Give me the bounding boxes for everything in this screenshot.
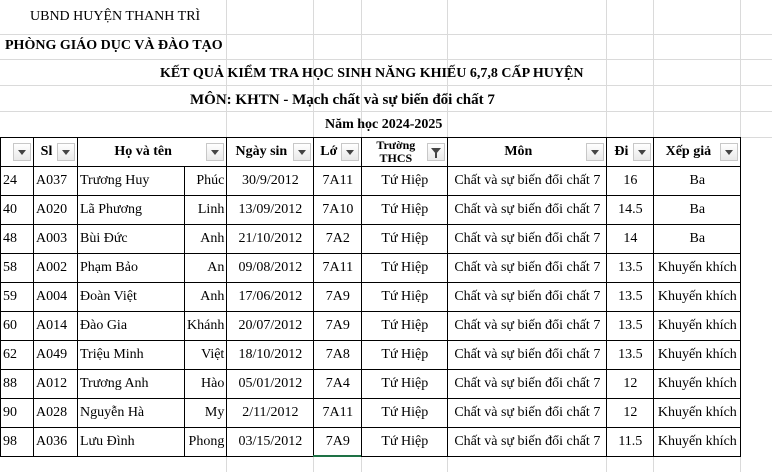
cell-ho[interactable]: Triệu Minh	[78, 341, 185, 370]
filter-dropdown-icon[interactable]	[293, 143, 311, 161]
filter-dropdown-icon[interactable]	[206, 143, 224, 161]
cell-sbd[interactable]: A036	[34, 428, 78, 457]
cell-ten[interactable]: Hào	[185, 370, 227, 399]
table-row	[1, 370, 741, 399]
cell-xg[interactable]: Khuyến khích	[654, 312, 741, 341]
cell-sbd[interactable]: A028	[34, 399, 78, 428]
cell-ns[interactable]: 30/9/2012	[227, 167, 314, 196]
cell-xg[interactable]: Khuyến khích	[654, 399, 741, 428]
results-table	[0, 137, 741, 457]
table-row	[1, 283, 741, 312]
cell-ho[interactable]: Đoàn Việt	[78, 283, 185, 312]
cell-ns[interactable]: 03/15/2012	[227, 428, 314, 457]
cell-ho[interactable]: Lưu Đình	[78, 428, 185, 457]
cell-lop[interactable]: 7A8	[314, 341, 362, 370]
cell-diem[interactable]: 16	[607, 167, 654, 196]
table-row	[1, 399, 741, 428]
cell-xg[interactable]: Ba	[654, 196, 741, 225]
cell-diem[interactable]: 14	[607, 225, 654, 254]
col-header-class[interactable]: Lớ	[314, 138, 362, 167]
cell-mon[interactable]: Chất và sự biến đổi chất 7	[448, 370, 607, 399]
filter-dropdown-icon[interactable]	[57, 143, 75, 161]
col-header-score[interactable]: Đi	[607, 138, 654, 167]
col-header-stt[interactable]	[1, 138, 34, 167]
cell-ho[interactable]: Bùi Đức	[78, 225, 185, 254]
cell-stt[interactable]: 98	[1, 428, 34, 457]
cell-stt[interactable]: 60	[1, 312, 34, 341]
table-row	[1, 341, 741, 370]
filter-active-icon[interactable]	[427, 143, 445, 161]
cell-ns[interactable]: 21/10/2012	[227, 225, 314, 254]
cell-ns[interactable]: 09/08/2012	[227, 254, 314, 283]
cell-sbd[interactable]: A020	[34, 196, 78, 225]
filter-dropdown-icon[interactable]	[341, 143, 359, 161]
cell-stt[interactable]: 40	[1, 196, 34, 225]
cell-lop[interactable]: 7A9	[314, 312, 362, 341]
filter-dropdown-icon[interactable]	[586, 143, 604, 161]
cell-ten[interactable]: Linh	[185, 196, 227, 225]
cell-mon[interactable]: Chất và sự biến đổi chất 7	[448, 341, 607, 370]
cell-diem[interactable]: 12	[607, 399, 654, 428]
cell-lop[interactable]: 7A2	[314, 225, 362, 254]
cell-ho[interactable]: Trương Anh	[78, 370, 185, 399]
cell-ho[interactable]: Trương Huy	[78, 167, 185, 196]
cell-xg[interactable]: Khuyến khích	[654, 341, 741, 370]
cell-truong[interactable]: Tứ Hiệp	[362, 283, 448, 312]
cell-mon[interactable]: Chất và sự biến đổi chất 7	[448, 225, 607, 254]
cell-lop[interactable]: 7A9	[314, 283, 362, 312]
col-header-name[interactable]: Họ và tên	[78, 138, 227, 167]
cell-ho[interactable]: Phạm Bảo	[78, 254, 185, 283]
cell-ns[interactable]: 17/06/2012	[227, 283, 314, 312]
table-row	[1, 428, 741, 457]
cell-xg[interactable]: Ba	[654, 225, 741, 254]
cell-truong[interactable]: Tứ Hiệp	[362, 225, 448, 254]
cell-diem[interactable]: 13.5	[607, 312, 654, 341]
table-row	[1, 225, 741, 254]
table-row	[1, 167, 741, 196]
cell-mon[interactable]: Chất và sự biến đổi chất 7	[448, 254, 607, 283]
col-header-dob[interactable]: Ngày sin	[227, 138, 314, 167]
cell-diem[interactable]: 13.5	[607, 254, 654, 283]
cell-ns[interactable]: 13/09/2012	[227, 196, 314, 225]
col-header-rank[interactable]: Xếp giả	[654, 138, 741, 167]
cell-xg[interactable]: Khuyến khích	[654, 254, 741, 283]
cell-lop[interactable]: 7A11	[314, 399, 362, 428]
cell-mon[interactable]: Chất và sự biến đổi chất 7	[448, 167, 607, 196]
cell-sbd[interactable]: A004	[34, 283, 78, 312]
cell-diem[interactable]: 12	[607, 370, 654, 399]
cell-lop[interactable]: 7A10	[314, 196, 362, 225]
cell-stt[interactable]: 59	[1, 283, 34, 312]
school-year: Năm học 2024-2025	[325, 117, 443, 132]
cell-ten[interactable]: Phúc	[185, 167, 227, 196]
cell-ns[interactable]: 20/07/2012	[227, 312, 314, 341]
table-row	[1, 254, 741, 283]
cell-xg[interactable]: Khuyến khích	[654, 283, 741, 312]
cell-stt[interactable]: 58	[1, 254, 34, 283]
cell-sbd[interactable]: A037	[34, 167, 78, 196]
cell-truong[interactable]: Tứ Hiệp	[362, 254, 448, 283]
header-row	[1, 138, 741, 167]
cell-lop[interactable]: 7A9	[314, 428, 362, 457]
cell-stt[interactable]: 62	[1, 341, 34, 370]
cell-selection-indicator	[313, 455, 361, 457]
cell-ten[interactable]: Việt	[185, 341, 227, 370]
cell-mon[interactable]: Chất và sự biến đổi chất 7	[448, 312, 607, 341]
cell-lop[interactable]: 7A11	[314, 254, 362, 283]
cell-diem[interactable]: 11.5	[607, 428, 654, 457]
cell-mon[interactable]: Chất và sự biến đổi chất 7	[448, 196, 607, 225]
cell-truong[interactable]: Tứ Hiệp	[362, 312, 448, 341]
org-name: UBND HUYỆN THANH TRÌ	[30, 9, 201, 24]
cell-sbd[interactable]: A049	[34, 341, 78, 370]
cell-xg[interactable]: Khuyến khích	[654, 428, 741, 457]
cell-ho[interactable]: Nguyễn Hà	[78, 399, 185, 428]
filter-dropdown-icon[interactable]	[13, 143, 31, 161]
cell-xg[interactable]: Khuyến khích	[654, 370, 741, 399]
cell-sbd[interactable]: A002	[34, 254, 78, 283]
cell-lop[interactable]: 7A4	[314, 370, 362, 399]
cell-truong[interactable]: Tứ Hiệp	[362, 341, 448, 370]
cell-mon[interactable]: Chất và sự biến đổi chất 7	[448, 399, 607, 428]
cell-truong[interactable]: Tứ Hiệp	[362, 167, 448, 196]
cell-truong[interactable]: Tứ Hiệp	[362, 370, 448, 399]
cell-stt[interactable]: 88	[1, 370, 34, 399]
cell-ten[interactable]: My	[185, 399, 227, 428]
cell-ten[interactable]: Khánh	[185, 312, 227, 341]
cell-ten[interactable]: Anh	[185, 225, 227, 254]
dept-name: PHÒNG GIÁO DỤC VÀ ĐÀO TẠO	[5, 38, 223, 53]
cell-sbd[interactable]: A014	[34, 312, 78, 341]
col-header-sbd[interactable]: Sl	[34, 138, 78, 167]
cell-sbd[interactable]: A003	[34, 225, 78, 254]
table-row	[1, 312, 741, 341]
cell-xg[interactable]: Ba	[654, 167, 741, 196]
cell-diem[interactable]: 13.5	[607, 341, 654, 370]
cell-truong[interactable]: Tứ Hiệp	[362, 399, 448, 428]
cell-diem[interactable]: 13.5	[607, 283, 654, 312]
report-title: KẾT QUẢ KIỂM TRA HỌC SINH NĂNG KHIẾU 6,7,8 CẤP HUYỆN	[160, 66, 584, 81]
cell-lop[interactable]: 7A11	[314, 167, 362, 196]
col-header-subject[interactable]: Môn	[448, 138, 607, 167]
cell-ten[interactable]: An	[185, 254, 227, 283]
col-header-school[interactable]: Trường THCS	[362, 138, 448, 167]
subject-line	[190, 92, 495, 109]
cell-truong[interactable]: Tứ Hiệp	[362, 428, 448, 457]
cell-mon[interactable]: Chất và sự biến đổi chất 7	[448, 283, 607, 312]
cell-truong[interactable]: Tứ Hiệp	[362, 196, 448, 225]
filter-dropdown-icon[interactable]	[633, 143, 651, 161]
cell-diem[interactable]: 14.5	[607, 196, 654, 225]
cell-ho[interactable]: Đào Gia	[78, 312, 185, 341]
cell-sbd[interactable]: A012	[34, 370, 78, 399]
cell-stt[interactable]: 24	[1, 167, 34, 196]
subject-name: KHTN - Mạch chất và sự biến đổi chất 7	[235, 92, 495, 108]
cell-ten[interactable]: Anh	[185, 283, 227, 312]
cell-ten[interactable]: Phong	[185, 428, 227, 457]
subject-prefix: MÔN:	[190, 92, 232, 108]
cell-stt[interactable]: 48	[1, 225, 34, 254]
cell-ns[interactable]: 05/01/2012	[227, 370, 314, 399]
cell-ho[interactable]: Lã Phương	[78, 196, 185, 225]
cell-ns[interactable]: 18/10/2012	[227, 341, 314, 370]
cell-ns[interactable]: 2/11/2012	[227, 399, 314, 428]
filter-dropdown-icon[interactable]	[720, 143, 738, 161]
cell-stt[interactable]: 90	[1, 399, 34, 428]
cell-mon[interactable]: Chất và sự biến đổi chất 7	[448, 428, 607, 457]
table-row	[1, 196, 741, 225]
